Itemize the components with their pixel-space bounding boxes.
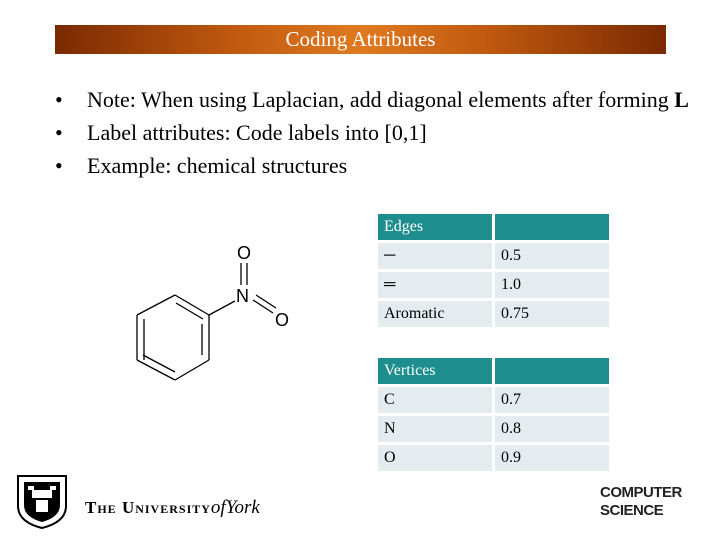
edges-header-label: Edges bbox=[378, 214, 495, 243]
edges-header-empty bbox=[495, 214, 612, 243]
bullet-text: Label attributes: Code labels into [0,1] bbox=[87, 120, 427, 145]
slide-title-bar bbox=[55, 25, 666, 54]
atom-label-o-top: O bbox=[237, 243, 252, 263]
bullet-bold-text: L bbox=[674, 87, 689, 112]
vertex-label: C bbox=[378, 387, 495, 416]
edge-type: ─ bbox=[378, 243, 495, 272]
computer-science-logo bbox=[600, 484, 682, 520]
university-of-york-logo bbox=[85, 497, 260, 519]
table-row bbox=[378, 387, 612, 416]
york-logo-he: HE bbox=[97, 502, 117, 516]
york-logo-niversity: NIVERSITY bbox=[135, 502, 211, 516]
bullet-dot-icon: • bbox=[55, 153, 63, 178]
york-logo-t: T bbox=[85, 498, 98, 517]
vertices-table bbox=[378, 358, 612, 474]
edge-value: 0.5 bbox=[495, 243, 612, 272]
nitrobenzene-structure bbox=[125, 240, 305, 385]
cs-logo-line2: SCIENCE bbox=[600, 502, 664, 519]
vertex-value: 0.7 bbox=[495, 387, 612, 416]
atom-label-o-right: O bbox=[275, 310, 290, 330]
edges-table bbox=[378, 214, 612, 330]
vertices-table-header bbox=[378, 358, 612, 387]
york-logo-u: U bbox=[121, 498, 136, 517]
bullet-text: Note: When using Laplacian, add diagonal elements after forming bbox=[87, 87, 675, 112]
vertex-label: N bbox=[378, 416, 495, 445]
bullet-text: Example: chemical structures bbox=[87, 153, 348, 178]
table-row bbox=[378, 272, 612, 301]
vertex-label: O bbox=[378, 445, 495, 474]
table-row bbox=[378, 416, 612, 445]
york-logo-of: of bbox=[210, 497, 226, 518]
table-row bbox=[378, 445, 612, 474]
vertices-header-label: Vertices bbox=[378, 358, 495, 387]
university-crest-icon bbox=[14, 472, 70, 530]
edge-value: 0.75 bbox=[495, 301, 612, 330]
cs-logo-line1: COMPUTER bbox=[600, 484, 682, 501]
bullet-item bbox=[55, 149, 695, 182]
vertices-header-empty bbox=[495, 358, 612, 387]
vertex-value: 0.8 bbox=[495, 416, 612, 445]
bullet-list bbox=[55, 83, 695, 182]
atom-label-n: N bbox=[236, 286, 249, 306]
bullet-dot-icon: • bbox=[55, 87, 63, 112]
edges-table-header bbox=[378, 214, 612, 243]
slide-title: Coding Attributes bbox=[285, 27, 436, 51]
york-logo-york: York bbox=[225, 497, 260, 518]
edge-type: ═ bbox=[378, 272, 495, 301]
bullet-item bbox=[55, 116, 695, 149]
edge-type: Aromatic bbox=[378, 301, 495, 330]
edge-value: 1.0 bbox=[495, 272, 612, 301]
table-row bbox=[378, 243, 612, 272]
bullet-dot-icon: • bbox=[55, 120, 63, 145]
table-row bbox=[378, 301, 612, 330]
bullet-item bbox=[55, 83, 695, 116]
vertex-value: 0.9 bbox=[495, 445, 612, 474]
